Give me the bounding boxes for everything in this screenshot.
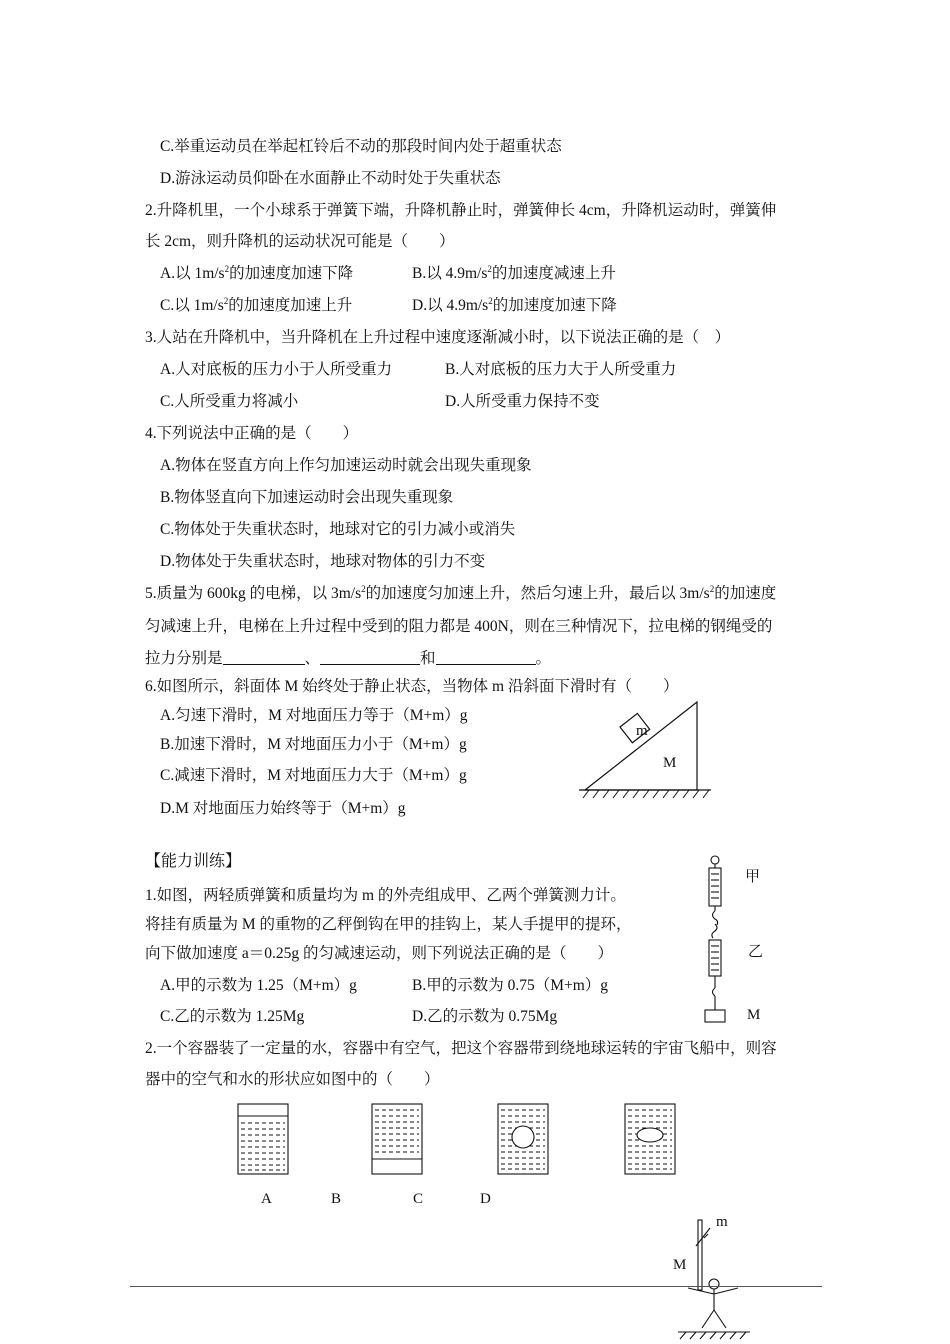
- container-b-figure: [371, 1103, 425, 1177]
- spring-scales-figure: [698, 854, 738, 1026]
- container-c-figure: [497, 1103, 551, 1177]
- pole-person-figure: [668, 1216, 758, 1340]
- q4-option-b: B.物体竖直向下加速运动时会出现失重现象: [160, 489, 454, 506]
- container-a-figure: [237, 1103, 291, 1177]
- pole-label-small-m: m: [716, 1214, 728, 1230]
- incline-label-big-m: M: [663, 755, 677, 771]
- q4-option-c: C.物体处于失重状态时，地球对它的引力减小或消失: [160, 521, 516, 538]
- container-label-d: D: [480, 1191, 491, 1207]
- q5-line3: 拉力分别是 、 和 。: [145, 650, 552, 667]
- q4-option-d: D.物体处于失重状态时，地球对物体的引力不变: [160, 553, 486, 570]
- q2-option-a: A.以 $1m/s^2$的加速度加速下降: [160, 264, 354, 282]
- incline-label-small-m: m: [636, 723, 648, 739]
- scale-label-mass: M: [747, 1007, 761, 1023]
- container-label-c: C: [413, 1191, 424, 1207]
- q4-option-a: A.物体在竖直方向上作匀加速运动时就会出现失重现象: [160, 457, 532, 474]
- incline-figure: [575, 696, 715, 806]
- q3-option-a: A.人对底板的压力小于人所受重力: [160, 361, 393, 378]
- p1-line2: 将挂有质量为 M 的重物的乙秤倒钩在甲的挂钩上，某人手提甲的提环，: [145, 916, 632, 933]
- p1-option-b: B.甲的示数为 0.75（M+m）g: [412, 977, 609, 994]
- page-divider: [130, 1286, 822, 1287]
- p1-line1: 1.如图，两轻质弹簧和质量均为 m 的外壳组成甲、乙两个弹簧测力计。: [145, 887, 626, 904]
- q1-option-d: D.游泳运动员仰卧在水面静止不动时处于失重状态: [160, 170, 501, 187]
- q3-option-b: B.人对底板的压力大于人所受重力: [445, 361, 677, 378]
- q3-stem: 3.人站在升降机中，当升降机在上升过程中速度逐渐减小时，以下说法正确的是（ ）: [145, 329, 731, 346]
- q2-option-b: B.以 $4.9m/s^2$的加速度减速上升: [412, 264, 616, 282]
- q6-option-a: A.匀速下滑时，M 对地面压力等于（M+m）g: [160, 707, 468, 724]
- p1-option-d: D.乙的示数为 0.75Mg: [412, 1008, 558, 1025]
- q6-option-c: C.减速下滑时，M 对地面压力大于（M+m）g: [160, 767, 467, 784]
- p2-line1: 2.一个容器装了一定量的水，容器中有空气，把这个容器带到绕地球运转的宇宙飞船中，则容: [145, 1040, 777, 1057]
- q5-line2: 匀减速上升，电梯在上升过程中受到的阻力都是 400N，则在三种情况下，拉电梯的钢绳受的: [145, 618, 773, 635]
- p1-option-a: A.甲的示数为 1.25（M+m）g: [160, 977, 357, 994]
- q2-option-c: C.以 $1m/s^2$的加速度加速上升: [160, 296, 353, 314]
- pole-label-big-m: M: [673, 1257, 687, 1273]
- q2-stem-line1: 2.升降机里，一个小球系于弹簧下端，升降机静止时，弹簧伸长 4cm，升降机运动时，弹簧伸: [145, 202, 777, 219]
- container-label-b: B: [331, 1191, 342, 1207]
- scale-label-jia: 甲: [745, 869, 761, 885]
- q6-stem: 6.如图所示，斜面体 M 始终处于静止状态，当物体 m 沿斜面下滑时有（ ）: [145, 678, 679, 695]
- p1-line3: 向下做加速度 a＝0.25g 的匀减速运动，则下列说法正确的是（ ）: [145, 945, 614, 962]
- p2-line2: 器中的空气和水的形状应如图中的（ ）: [145, 1071, 440, 1088]
- q5-blank-1[interactable]: [223, 650, 305, 665]
- q6-option-d: D.M 对地面压力始终等于（M+m）g: [160, 800, 406, 817]
- q5-line1: 5.质量为 600kg 的电梯，以 $3m/s^2$的加速度匀加速上升，然后匀速上升，最后以 $3m/s^2$的加速度: [145, 584, 777, 602]
- p1-option-c: C.乙的示数为 1.25Mg: [160, 1008, 305, 1025]
- scale-label-yi: 乙: [748, 944, 764, 960]
- q2-option-d: D.以 $4.9m/s^2$的加速度加速下降: [412, 296, 617, 314]
- q3-option-c: C.人所受重力将减小: [160, 393, 299, 410]
- q2-stem-line2: 长 2cm，则升降机的运动状况可能是（ ）: [145, 233, 455, 250]
- q1-option-c: C.举重运动员在举起杠铃后不动的那段时间内处于超重状态: [160, 138, 562, 155]
- container-label-a: A: [261, 1191, 272, 1207]
- q6-option-b: B.加速下滑时，M 对地面压力小于（M+m）g: [160, 736, 467, 753]
- q4-stem: 4.下列说法中正确的是（ ）: [145, 425, 359, 442]
- q5-blank-3[interactable]: [436, 650, 536, 665]
- section-title: 【能力训练】: [145, 851, 242, 870]
- q5-blank-2[interactable]: [320, 650, 420, 665]
- q3-option-d: D.人所受重力保持不变: [445, 393, 600, 410]
- container-d-figure: [624, 1103, 678, 1177]
